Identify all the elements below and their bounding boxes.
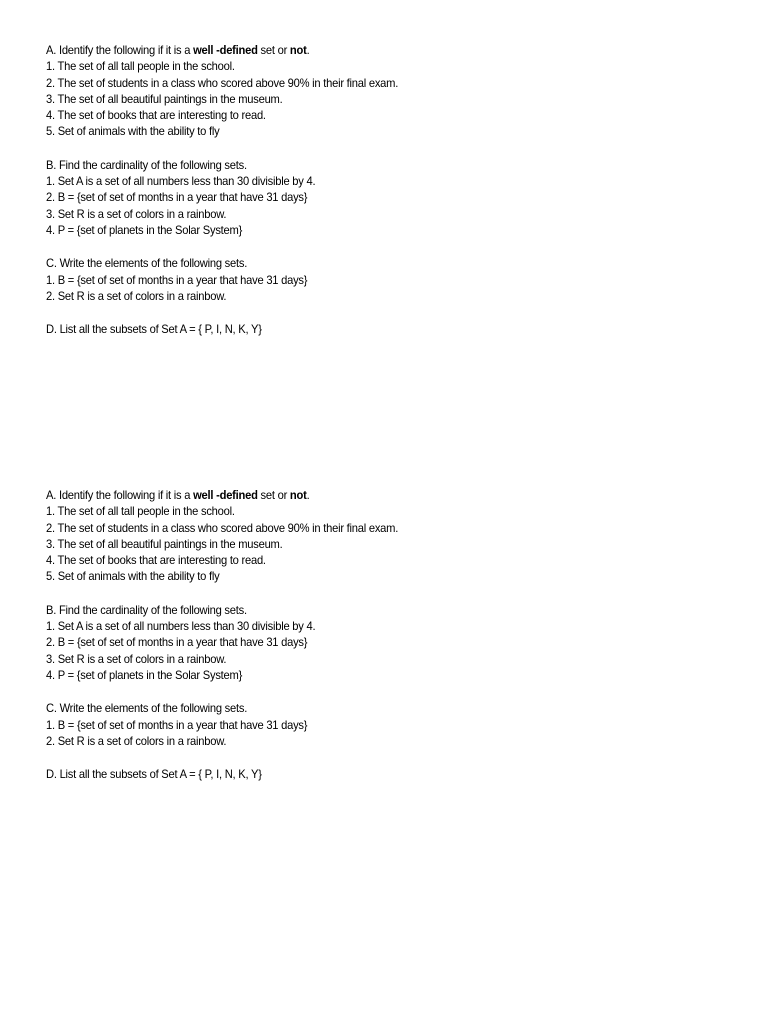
section-a-heading: A. Identify the following if it is a well -defined set or not. xyxy=(46,43,310,57)
section-c-heading: C. Write the elements of the following sets. xyxy=(46,256,248,271)
section-a-item-1: 1. The set of all tall people in the school. xyxy=(46,504,235,519)
section-d-heading: D. List all the subsets of Set A = { P, I, N, K, Y} xyxy=(46,767,262,782)
section-a-item-5: 5. Set of animals with the ability to fly xyxy=(46,124,220,139)
section-a-item-4: 4. The set of books that are interesting to read. xyxy=(46,108,266,123)
section-c-item-1: 1. B = {set of set of months in a year that have 31 days} xyxy=(46,272,308,287)
bold-term-not: not xyxy=(289,488,307,502)
section-d xyxy=(46,321,746,337)
section-b-heading: B. Find the cardinality of the following sets. xyxy=(46,157,247,172)
worksheet-copy-2 xyxy=(46,487,746,782)
section-d xyxy=(46,766,746,782)
section-d-heading: D. List all the subsets of Set A = { P, I, N, K, Y} xyxy=(46,322,262,337)
section-a xyxy=(46,42,746,140)
bold-term-not: not xyxy=(289,43,307,57)
section-c xyxy=(46,255,746,304)
section-b-item-2: 2. B = {set of set of months in a year that have 31 days} xyxy=(46,190,308,205)
section-a xyxy=(46,487,746,585)
section-c-item-2: 2. Set R is a set of colors in a rainbow. xyxy=(46,733,227,748)
section-b-item-1: 1. Set A is a set of all numbers less than 30 divisible by 4. xyxy=(46,619,316,634)
section-b-item-4: 4. P = {set of planets in the Solar System} xyxy=(46,222,243,237)
section-a-item-3: 3. The set of all beautiful paintings in the museum. xyxy=(46,536,283,551)
section-b xyxy=(46,602,746,683)
section-a-item-2: 2. The set of students in a class who scored above 90% in their final exam. xyxy=(46,520,399,535)
section-a-item-2: 2. The set of students in a class who scored above 90% in their final exam. xyxy=(46,75,399,90)
section-c-heading: C. Write the elements of the following sets. xyxy=(46,701,248,716)
section-b-item-3: 3. Set R is a set of colors in a rainbow. xyxy=(46,651,227,666)
section-a-heading: A. Identify the following if it is a well -defined set or not. xyxy=(46,488,310,502)
section-b-item-4: 4. P = {set of planets in the Solar System} xyxy=(46,667,243,682)
bold-term-well-defined: well -defined xyxy=(193,43,258,57)
section-a-item-5: 5. Set of animals with the ability to fly xyxy=(46,569,220,584)
section-b-item-3: 3. Set R is a set of colors in a rainbow. xyxy=(46,206,227,221)
section-c-item-1: 1. B = {set of set of months in a year that have 31 days} xyxy=(46,717,308,732)
section-c-item-2: 2. Set R is a set of colors in a rainbow. xyxy=(46,288,227,303)
section-b-item-2: 2. B = {set of set of months in a year that have 31 days} xyxy=(46,635,308,650)
section-a-item-4: 4. The set of books that are interesting to read. xyxy=(46,553,266,568)
section-b-heading: B. Find the cardinality of the following sets. xyxy=(46,602,247,617)
section-a-item-3: 3. The set of all beautiful paintings in the museum. xyxy=(46,91,283,106)
bold-term-well-defined: well -defined xyxy=(193,488,258,502)
section-c xyxy=(46,700,746,749)
section-b xyxy=(46,157,746,238)
section-b-item-1: 1. Set A is a set of all numbers less than 30 divisible by 4. xyxy=(46,174,316,189)
worksheet-copy-1 xyxy=(46,42,746,337)
section-a-item-1: 1. The set of all tall people in the school. xyxy=(46,59,235,74)
